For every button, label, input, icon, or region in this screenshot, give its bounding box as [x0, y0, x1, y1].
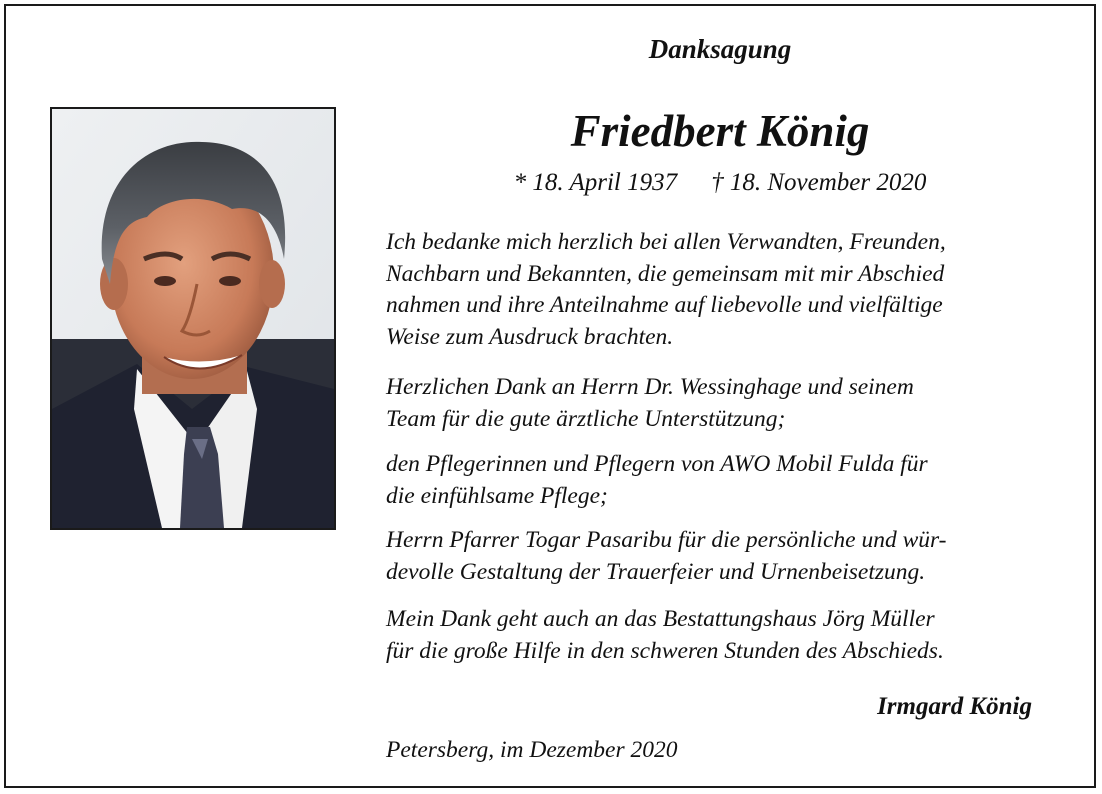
notice-heading: Danksagung [648, 34, 792, 64]
deceased-name: Friedbert König [570, 106, 870, 156]
text-line: Nachbarn und Bekannten, die gemeinsam mit mir Abschied [386, 260, 945, 287]
thanks-paragraph-pastor [386, 525, 1066, 588]
portrait-photo [50, 107, 336, 530]
thanks-paragraph-care [386, 449, 1066, 512]
signature: Irmgard König [877, 693, 1032, 720]
text-line: Ich bedanke mich herzlich bei allen Verwandten, Freunden, [386, 229, 946, 255]
text-line: die einfühlsame Pflege; [386, 482, 608, 509]
portrait-image [52, 109, 334, 528]
life-dates [382, 167, 1058, 199]
place-and-date: Petersberg, im Dezember 2020 [386, 737, 678, 763]
text-line: für die große Hilfe in den schweren Stunden des Abschieds. [386, 637, 944, 664]
thanks-paragraph-general [386, 227, 1066, 353]
text-line: nahmen und ihre Anteilnahme auf liebevolle und vielfältige [386, 292, 943, 318]
text-line: Mein Dank geht auch an das Bestattungshaus Jörg Müller [386, 606, 935, 632]
text-line: Herzlichen Dank an Herrn Dr. Wessinghage und seinem [386, 374, 914, 400]
thanks-paragraph-funeral-home [386, 604, 1066, 667]
text-line: Team für die gute ärztliche Unterstützung; [386, 405, 786, 432]
birth-date: * 18. April 1937 [513, 169, 678, 196]
text-line: Weise zum Ausdruck brachten. [386, 323, 674, 350]
thanks-paragraph-doctor [386, 372, 1066, 435]
text-line: devolle Gestaltung der Trauerfeier und Urnenbeisetzung. [386, 558, 926, 585]
death-date: † 18. November 2020 [711, 169, 927, 196]
text-line: Herrn Pfarrer Togar Pasaribu für die persönliche und wür- [386, 527, 947, 553]
text-line: den Pflegerinnen und Pflegern von AWO Mobil Fulda für [386, 451, 928, 477]
